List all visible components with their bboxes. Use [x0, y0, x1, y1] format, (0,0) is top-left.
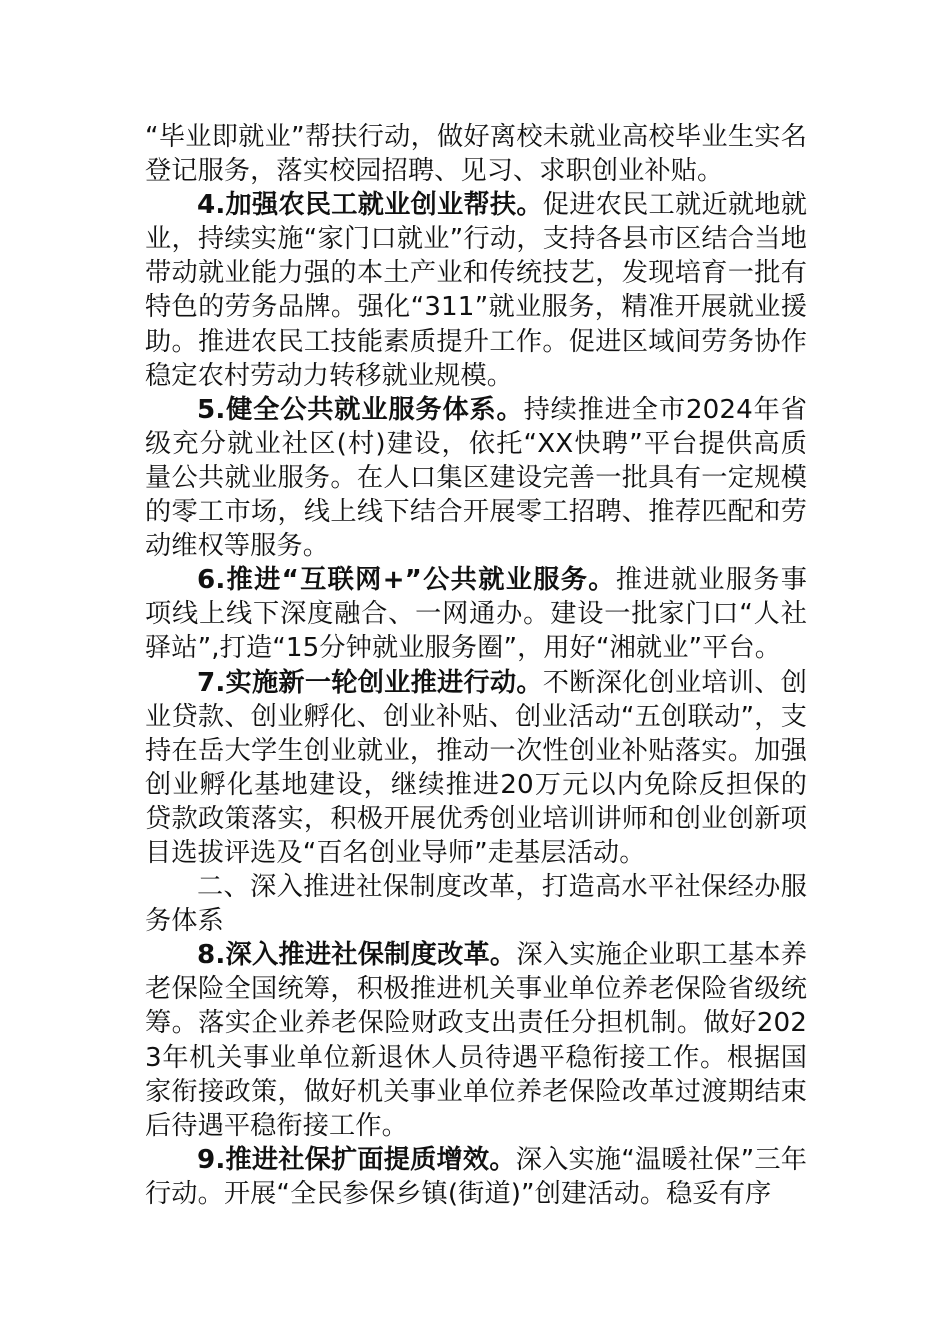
- paragraph-text: 持续推进全市2024年省级充分就业社区(村)建设，依托“XX快聘”平台提供高质量公共就业服务。在人口集区建设完善一批具有一定规模的零工市场，线上线下结合开展零工招聘、推荐匹配和劳动维权等服务。: [145, 394, 807, 562]
- paragraph-item-9: [145, 1143, 807, 1211]
- paragraph-continuation: [145, 120, 807, 188]
- paragraph-text: 促进农民工就近就地就业，持续实施“家门口就业”行动，支持各县市区结合当地带动就业能力强的本土产业和传统技艺，发现培育一批有特色的劳务品牌。强化“311”就业服务，精准开展就业援助。推进农民工技能素质提升工作。促进区域间劳务协作稳定农村劳动力转移就业规模。: [145, 190, 808, 391]
- paragraph-heading: 4.加强农民工就业创业帮扶。: [197, 190, 543, 221]
- paragraph-item-4: [145, 188, 807, 393]
- paragraph-text: 深入实施企业职工基本养老保险全国统筹，积极推进机关事业单位养老保险省级统筹。落实企业养老保险财政支出责任分担机制。做好2023年机关事业单位新退休人员待遇平稳衔接工作。根据国家衔接政策，做好机关事业单位养老保险改革过渡期结束后待遇平稳衔接工作。: [145, 940, 808, 1141]
- paragraph-text: 深入实施“温暖社保”三年行动。开展“全民参保乡镇(街道)”创建活动。稳妥有序: [145, 1144, 808, 1209]
- paragraph-text: “毕业即就业”帮扶行动，做好离校未就业高校毕业生实名登记服务，落实校园招聘、见习、求职创业补贴。: [145, 122, 807, 187]
- paragraph-heading: 6.推进“互联网+”公共就业服务。: [197, 565, 616, 596]
- paragraph-heading: 9.推进社保扩面提质增效。: [197, 1144, 516, 1175]
- section-heading-2: [145, 870, 807, 938]
- paragraph-item-5: [145, 393, 807, 563]
- document-body: [145, 120, 807, 1211]
- paragraph-item-7: [145, 666, 807, 871]
- paragraph-heading: 8.深入推进社保制度改革。: [197, 940, 517, 971]
- paragraph-item-8: [145, 938, 807, 1143]
- paragraph-heading: 7.实施新一轮创业推进行动。: [197, 667, 543, 698]
- paragraph-text: 不断深化创业培训、创业贷款、创业孵化、创业补贴、创业活动“五创联动”，支持在岳大学生创业就业，推动一次性创业补贴落实。加强创业孵化基地建设，继续推进20万元以内免除反担保的贷款政策落实，积极开展优秀创业培训讲师和创业创新项目选拔评选及“百名创业导师”走基层活动。: [145, 667, 808, 868]
- paragraph-text: 推进就业服务事项线上线下深度融合、一网通办。建设一批家门口“人社驿站”,打造“15分钟就业服务圈”，用好“湘就业”平台。: [145, 565, 808, 664]
- paragraph-heading: 5.健全公共就业服务体系。: [197, 394, 524, 425]
- paragraph-item-6: [145, 563, 807, 665]
- section-heading-text: 二、深入推进社保制度改革，打造高水平社保经办服务体系: [145, 872, 807, 937]
